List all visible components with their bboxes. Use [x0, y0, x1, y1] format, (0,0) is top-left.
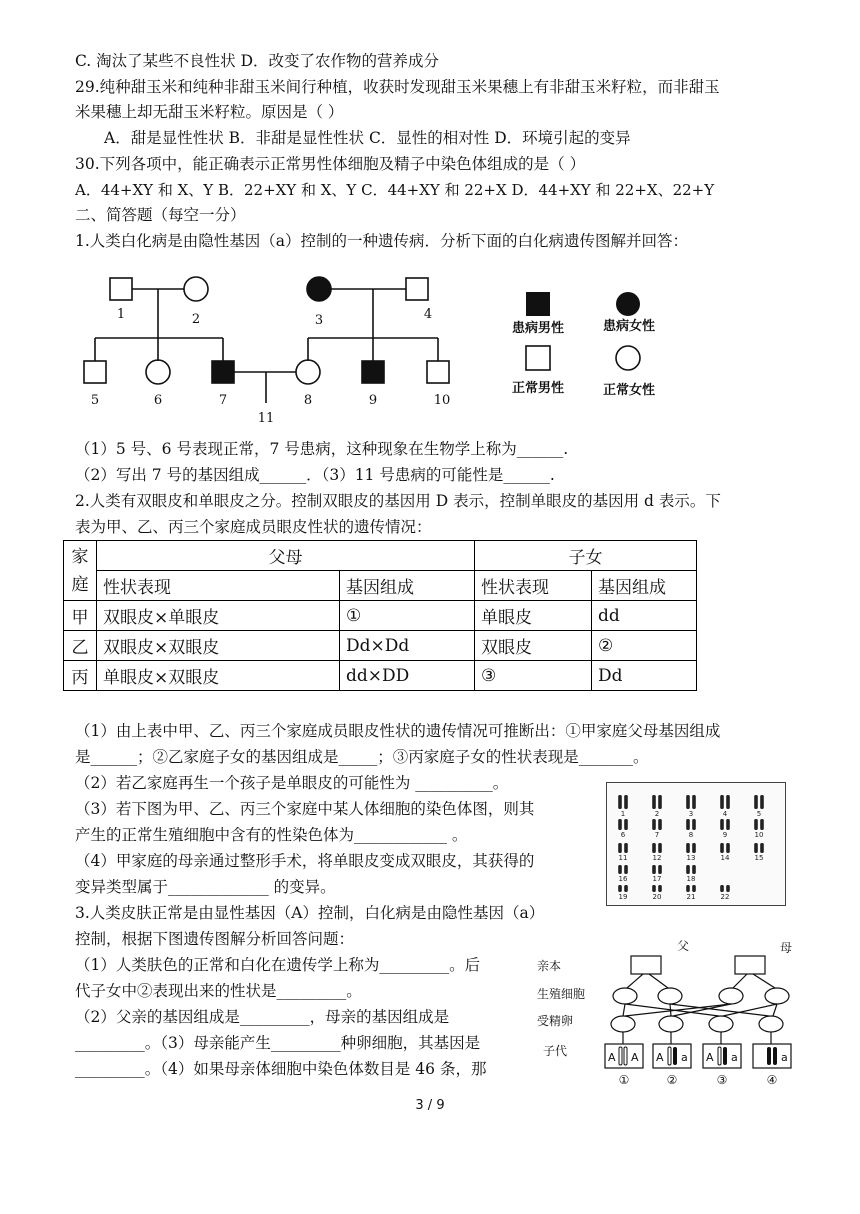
- cell-child-genotype: Dd: [592, 661, 697, 691]
- chromosome: [760, 843, 764, 853]
- chromosome-label: 16: [618, 875, 628, 883]
- question-3-part-2: （2）父亲的基因组成是_________，母亲的基因组成是: [75, 1008, 450, 1026]
- cell-parent-genotype: ①: [340, 601, 475, 631]
- offspring-2-number: ②: [666, 1073, 678, 1087]
- chromosome: [686, 865, 690, 874]
- pedigree-affected-male-9: [362, 361, 384, 383]
- chromosome: [754, 843, 758, 853]
- chromosome: [652, 885, 656, 892]
- pedigree-male-5: [84, 361, 106, 383]
- page-number: 3 / 9: [415, 1098, 445, 1113]
- chromosome: [686, 819, 690, 830]
- text-line: 代子女中②表现出来的性状是_________。: [75, 982, 362, 1000]
- chromosome: [692, 843, 696, 853]
- question-2-part-2: （2）若乙家庭再生一个孩子是单眼皮的可能性为 __________。: [75, 774, 509, 792]
- chromosome: [754, 819, 758, 830]
- chromosome-label: 5: [756, 810, 762, 818]
- chromosome: [692, 865, 696, 874]
- chromosome: [726, 885, 730, 892]
- chromosome: [726, 795, 730, 809]
- cross-father-box: [631, 956, 661, 974]
- zygote: [659, 1016, 683, 1032]
- chromosome: [624, 885, 628, 892]
- pedigree-male-4: [406, 278, 428, 300]
- chromosome: [624, 865, 628, 874]
- question-29: 29.纯种甜玉米和纯种非甜玉米间行种植，收获时发现甜玉米果穗上有非甜玉米籽粒，而非甜玉: [75, 78, 720, 96]
- chromosome: [652, 819, 656, 830]
- cross-mother-box: [735, 956, 765, 974]
- chromosome: [652, 843, 656, 853]
- pedigree-label-7: 7: [218, 393, 228, 408]
- chromosome: [686, 885, 690, 892]
- chromosome: [618, 795, 622, 809]
- question-1-part-2: （2）写出 7 号的基因组成______．（3）11 号患病的可能性是______.: [75, 466, 555, 484]
- pedigree-label-5: 5: [90, 393, 100, 408]
- cell-parent-trait: 单眼皮×双眼皮: [97, 661, 340, 691]
- sperm-cell: [658, 988, 682, 1004]
- pedigree-diagram: [70, 268, 470, 433]
- chromosome-label: 4: [722, 810, 728, 818]
- chromosome-label: 6: [620, 831, 626, 839]
- pedigree-label-2: 2: [191, 312, 201, 327]
- chromosome-label: 21: [686, 893, 696, 901]
- chromosome: [618, 819, 622, 830]
- chromosome-label: 10: [754, 831, 764, 839]
- pedigree-affected-male-7: [212, 361, 234, 383]
- cross-row-offspring: 子代: [543, 1044, 568, 1058]
- egg-cell: [719, 988, 743, 1004]
- cell-child-trait: 双眼皮: [475, 631, 592, 661]
- chromosome: [652, 865, 656, 874]
- cross-father-label: 父: [677, 940, 690, 953]
- cell-child-genotype: dd: [592, 601, 697, 631]
- pedigree-male-10: [427, 361, 449, 383]
- chromosome: [618, 885, 622, 892]
- pedigree-label-3: 3: [314, 313, 324, 328]
- pedigree-label-9: 9: [368, 393, 378, 408]
- offspring-2-right-gene: a: [681, 1051, 688, 1064]
- karyotype-image: [606, 782, 786, 906]
- chromosome: [658, 885, 662, 892]
- cross-mother-label: 母: [780, 941, 793, 955]
- chromosome: [692, 819, 696, 830]
- eyelid-table: [63, 540, 697, 691]
- pedigree-female-6: [146, 360, 170, 384]
- chromosome-label: 11: [618, 854, 628, 862]
- chromosome: [726, 819, 730, 830]
- chromosome: [624, 819, 628, 830]
- chromosome: [618, 865, 622, 874]
- chromosome-label: 22: [720, 893, 730, 901]
- pedigree-label-1: 1: [116, 307, 126, 322]
- cell-parent-genotype: Dd×Dd: [340, 631, 475, 661]
- cell-parent-genotype: dd×DD: [340, 661, 475, 691]
- offspring-2-left-gene: A: [656, 1051, 664, 1064]
- chromosome-label: 13: [686, 854, 696, 862]
- chromosome: [652, 795, 656, 809]
- chromosome-label: 7: [654, 831, 660, 839]
- chromosome-label: 20: [652, 893, 662, 901]
- chromosome-label: 15: [754, 854, 764, 862]
- text-line: 表为甲、乙、丙三个家庭成员眼皮性状的遗传情况：: [75, 518, 432, 536]
- offspring-1-number: ①: [618, 1073, 630, 1087]
- chromosome: [658, 865, 662, 874]
- pedigree-label-8: 8: [303, 393, 313, 408]
- legend-affected-male: 患病男性: [511, 321, 565, 336]
- offspring-1-right-gene: A: [631, 1051, 639, 1064]
- legend-normal-male-symbol: [526, 346, 550, 370]
- pedigree-label-11: 11: [257, 411, 275, 426]
- question-30: 30.下列各项中，能正确表示正常男性体细胞及精子中染色体组成的是（ ）: [75, 155, 586, 173]
- legend-normal-female: 正常女性: [602, 383, 656, 398]
- cell-child-genotype: ②: [592, 631, 697, 661]
- offspring-3-right-gene: a: [731, 1051, 738, 1064]
- cell-child-trait: ③: [475, 661, 592, 691]
- chromosome-label: 2: [654, 810, 660, 818]
- legend-normal-female-symbol: [616, 346, 640, 370]
- chromosome-label: 8: [688, 831, 694, 839]
- chromosome-label: 19: [618, 893, 628, 901]
- pedigree-label-10: 10: [433, 393, 451, 408]
- header-family: 家庭: [64, 541, 97, 601]
- section-heading: 二、简答题（每空一分）: [75, 206, 246, 224]
- chromosome: [692, 795, 696, 809]
- text-line: 变异类型属于_____________ 的变异。: [75, 878, 336, 896]
- egg-cell: [765, 988, 789, 1004]
- chromosome: [720, 819, 724, 830]
- text-line: 是______；②乙家庭子女的基因组成是_____；③丙家庭子女的性状表现是_______。: [75, 748, 649, 766]
- legend-affected-female: 患病女性: [602, 319, 656, 334]
- cell-family: 甲: [64, 601, 97, 631]
- question-2-part-1: （1）由上表中甲、乙、丙三个家庭成员眼皮性状的遗传情况可推断出：①甲家庭父母基因组成: [75, 722, 721, 740]
- zygote: [759, 1016, 783, 1032]
- table-row: [64, 631, 697, 661]
- chromosome: [686, 843, 690, 853]
- text-line: 米果穗上却无甜玉米籽粒。原因是（ ）: [75, 103, 344, 121]
- offspring-4-number: ④: [766, 1073, 778, 1087]
- chromosome-label: 3: [688, 810, 694, 818]
- genetic-cross-diagram: [535, 940, 800, 1090]
- chromosome: [754, 795, 758, 809]
- header-parent-trait: 性状表现: [97, 571, 340, 601]
- pedigree-female-2: [184, 277, 208, 301]
- text-line: _________。（4）如果母亲体细胞中染色体数目是 46 条，那: [75, 1060, 487, 1078]
- pedigree-label-4: 4: [423, 307, 433, 322]
- chromosome: [624, 795, 628, 809]
- offspring-4-right-gene: a: [781, 1051, 788, 1064]
- question-3-part-1: （1）人类肤色的正常和白化在遗传学上称为_________。后: [75, 956, 481, 974]
- chromosome: [720, 795, 724, 809]
- cross-row-gamete: 生殖细胞: [537, 987, 586, 1001]
- question-3: 3.人类皮肤正常是由显性基因（A）控制，白化病是由隐性基因（a）: [75, 904, 545, 922]
- question-1: 1.人类白化病是由隐性基因（a）控制的一种遗传病．分析下面的白化病遗传图解并回答：: [75, 232, 689, 250]
- pedigree-affected-female-3: [307, 277, 331, 301]
- pedigree-legend: [498, 290, 678, 405]
- cell-family: 乙: [64, 631, 97, 661]
- chromosome: [624, 843, 628, 853]
- cell-family: 丙: [64, 661, 97, 691]
- sperm-cell: [613, 988, 637, 1004]
- chromosome: [720, 885, 724, 892]
- chromosome: [618, 843, 622, 853]
- legend-normal-male: 正常男性: [511, 381, 565, 396]
- header-parent-genotype: 基因组成: [340, 571, 475, 601]
- chromosome-label: 14: [720, 854, 730, 862]
- legend-affected-female-symbol: [616, 292, 640, 316]
- cross-row-parent: 亲本: [537, 959, 562, 973]
- chromosome: [760, 819, 764, 830]
- legend-affected-male-symbol: [526, 292, 550, 316]
- header-child-genotype: 基因组成: [592, 571, 697, 601]
- chromosome: [760, 795, 764, 809]
- chromosome: [692, 885, 696, 892]
- chromosome: [726, 843, 730, 853]
- chromosome: [658, 843, 662, 853]
- chromosome: [658, 819, 662, 830]
- question-30-options: A．44+XY 和 X、Y B．22+XY 和 X、Y C．44+XY 和 22+X D．44+XY 和 22+X、22+Y: [75, 181, 715, 199]
- chromosome-label: 18: [686, 875, 696, 883]
- question-29-options: A．甜是显性性状 B．非甜是显性性状 C．显性的相对性 D．环境引起的变异: [104, 129, 631, 147]
- text-line: 产生的正常生殖细胞中含有的性染色体为____________ 。: [75, 826, 468, 844]
- table-row: [64, 601, 697, 631]
- cell-parent-trait: 双眼皮×单眼皮: [97, 601, 340, 631]
- text-line: 控制，根据下图遗传图解分析回答问题：: [75, 930, 355, 948]
- zygote: [709, 1016, 733, 1032]
- chromosome-label: 12: [652, 854, 662, 862]
- chromosome: [686, 795, 690, 809]
- cross-row-zygote: 受精卵: [537, 1014, 574, 1028]
- pedigree-label-6: 6: [153, 393, 163, 408]
- chromosome: [658, 795, 662, 809]
- chromosome-label: 1: [620, 810, 626, 818]
- offspring-3-left-gene: A: [706, 1051, 714, 1064]
- chromosome-label: 17: [652, 875, 662, 883]
- question-1-part-1: （1）5 号、6 号表现正常，7 号患病，这种现象在生物学上称为______.: [75, 440, 569, 458]
- cell-parent-trait: 双眼皮×双眼皮: [97, 631, 340, 661]
- header-parents: 父母: [97, 541, 475, 571]
- header-child-trait: 性状表现: [475, 571, 592, 601]
- question-2-part-3: （3）若下图为甲、乙、丙三个家庭中某人体细胞的染色体图，则其: [75, 800, 535, 818]
- cell-child-trait: 单眼皮: [475, 601, 592, 631]
- table-row: [64, 661, 697, 691]
- offspring-1-left-gene: A: [608, 1051, 616, 1064]
- question-2-part-4: （4）甲家庭的母亲通过整形手术，将单眼皮变成双眼皮，其获得的: [75, 852, 535, 870]
- text-line: C. 淘汰了某些不良性状 D．改变了农作物的营养成分: [75, 52, 440, 70]
- pedigree-male-1: [110, 278, 132, 300]
- offspring-3-number: ③: [716, 1073, 728, 1087]
- pedigree-female-8: [296, 360, 320, 384]
- chromosome-label: 9: [722, 831, 728, 839]
- chromosome: [720, 843, 724, 853]
- text-line: _________。（3）母亲能产生_________种卵细胞，其基因是: [75, 1034, 481, 1052]
- header-children: 子女: [475, 541, 697, 571]
- question-2: 2.人类有双眼皮和单眼皮之分。控制双眼皮的基因用 D 表示，控制单眼皮的基因用 d 表示。下: [75, 492, 721, 510]
- zygote: [611, 1016, 635, 1032]
